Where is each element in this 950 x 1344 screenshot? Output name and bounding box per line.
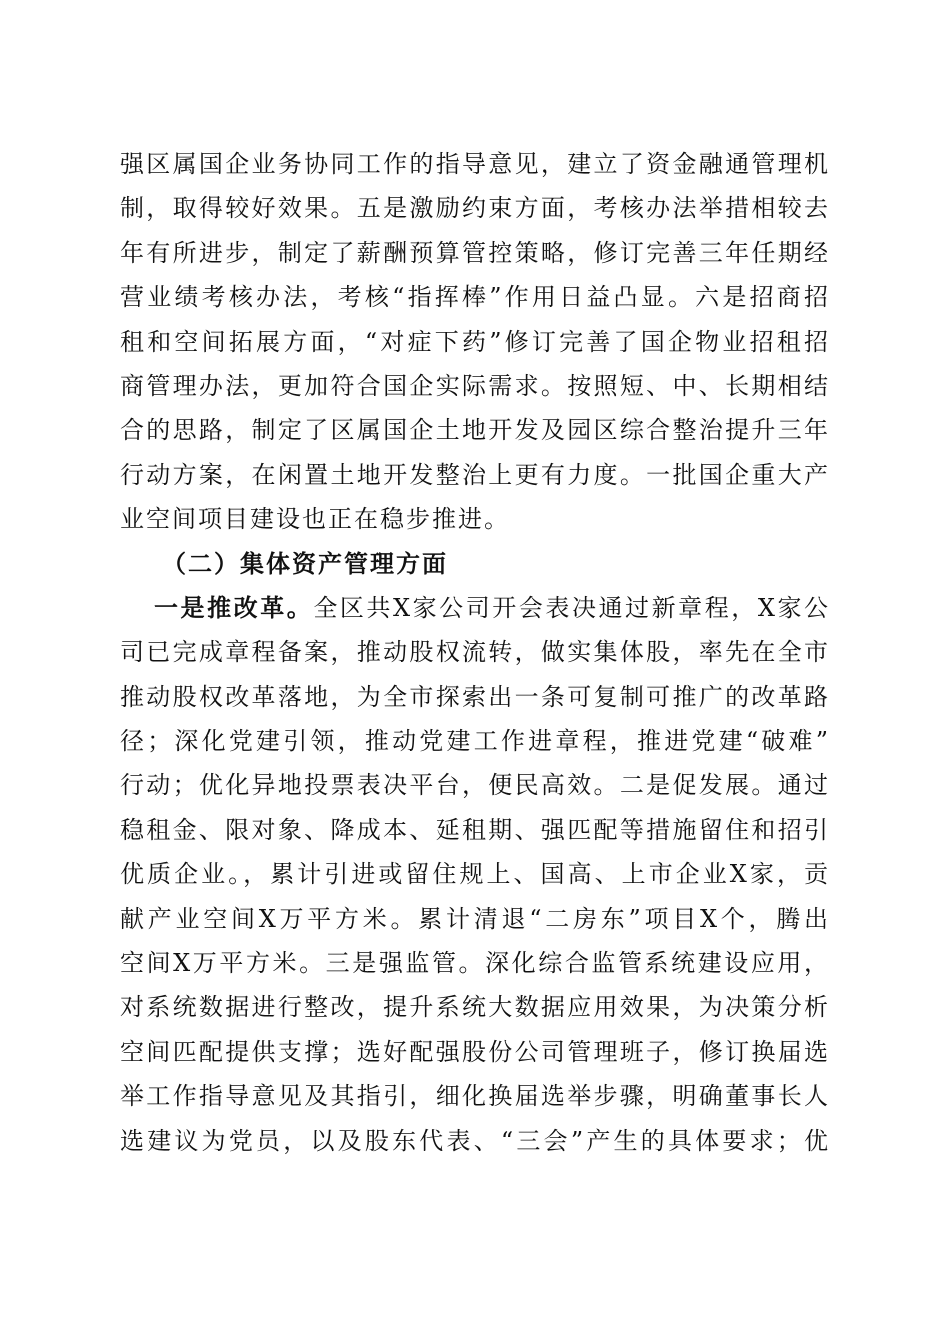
paragraph-line: 年有所进步，制定了薪酬预算管控策略，修订完善三年任期经	[120, 238, 830, 267]
paragraph-line: 合的思路，制定了区属国企土地开发及园区综合整治提升三年	[120, 416, 830, 445]
paragraph-line: 商管理办法，更加符合国企实际需求。按照短、中、长期相结	[120, 371, 830, 400]
paragraph-line: 制，取得较好效果。五是激励约束方面，考核办法举措相较去	[120, 194, 830, 223]
paragraph-line: 业空间项目建设也正在稳步推进。	[120, 505, 510, 534]
paragraph-line: 强区属国企业务协同工作的指导意见，建立了资金融通管理机	[120, 150, 830, 178]
paragraph-line: 行动方案，在闲置土地开发整治上更有力度。一批国企重大产	[120, 460, 830, 489]
paragraph-line: 空间匹配提供支撑；选好配强股份公司管理班子，修订换届选	[120, 1037, 830, 1066]
paragraph-line-rest: 全区共X家公司开会表决通过新章程，X家公	[313, 593, 831, 622]
paragraph-first-line	[120, 586, 830, 630]
paragraph-line: 优质企业。，累计引进或留住规上、国高、上市企业X家，贡	[120, 860, 830, 889]
document-body	[120, 142, 830, 1163]
paragraph-line: 司已完成章程备案，推动股权流转，做实集体股，率先在全市	[120, 638, 830, 667]
paragraph-line: 选建议为党员，以及股东代表、“三会”产生的具体要求；优	[120, 1126, 830, 1155]
section-heading: （二）集体资产管理方面	[162, 548, 448, 578]
paragraph-line: 推动股权改革落地，为全市探索出一条可复制可推广的改革路	[120, 682, 830, 711]
paragraph-line: 空间X万平方米。三是强监管。深化综合监管系统建设应用，	[120, 949, 830, 978]
paragraph-line: 租和空间拓展方面，“对症下药”修订完善了国企物业招租招	[120, 327, 830, 356]
paragraph-line: 献产业空间X万平方米。累计清退“二房东”项目X个，腾出	[120, 904, 830, 933]
paragraph-line: 营业绩考核办法，考核“指挥棒”作用日益凸显。六是招商招	[120, 283, 830, 312]
paragraph-line: 稳租金、限对象、降成本、延租期、强匹配等措施留住和招引	[120, 815, 830, 844]
paragraph-line: 对系统数据进行整改，提升系统大数据应用效果，为决策分析	[120, 993, 830, 1022]
paragraph-line: 举工作指导意见及其指引，细化换届选举步骤，明确董事长人	[120, 1082, 830, 1111]
paragraph-line: 行动；优化异地投票表决平台，便民高效。二是促发展。通过	[120, 771, 830, 800]
paragraph-lead: 一是推改革。	[154, 592, 314, 622]
paragraph-line: 径；深化党建引领，推动党建工作进章程，推进党建“破难”	[120, 727, 830, 756]
